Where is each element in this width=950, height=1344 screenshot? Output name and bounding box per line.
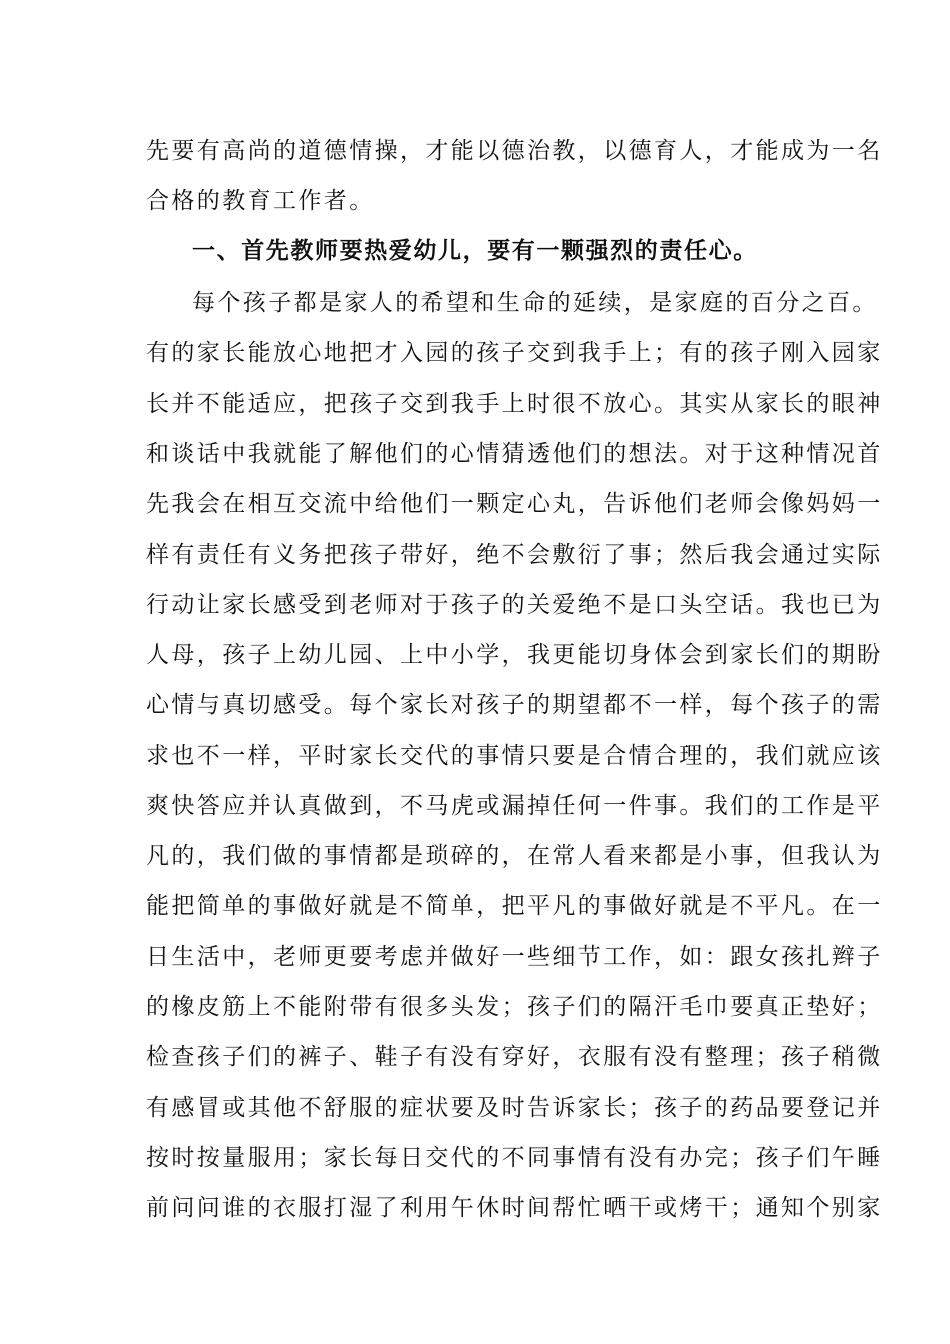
text-line-9: 样有责任有义务把孩子带好，绝不会敷衍了事；然后我会通过实际 <box>146 542 883 568</box>
text-line-13: 求也不一样，平时家长交代的事情只要是合情合理的，我们就应该 <box>146 743 883 769</box>
text-line-5: 有的家长能放心地把才入园的孩子交到我手上；有的孩子刚入园家 <box>146 340 883 366</box>
text-line-17: 日生活中，老师更要考虑并做好一些细节工作，如：跟女孩扎辫子 <box>146 944 883 970</box>
text-line-8: 先我会在相互交流中给他们一颗定心丸，告诉他们老师会像妈妈一 <box>146 491 883 517</box>
text-line-19: 检查孩子们的裤子、鞋子有没有穿好，衣服有没有整理；孩子稍微 <box>146 1044 883 1070</box>
text-line-20: 有感冒或其他不舒服的症状要及时告诉家长；孩子的药品要登记并 <box>146 1095 883 1121</box>
text-line-16: 能把简单的事做好就是不简单，把平凡的事做好就是不平凡。在一 <box>146 893 883 919</box>
text-line-18: 的橡皮筋上不能附带有很多头发；孩子们的隔汗毛巾要真正垫好； <box>146 994 883 1020</box>
text-line-7: 和谈话中我就能了解他们的心情猜透他们的想法。对于这种情况首 <box>146 441 883 467</box>
text-line-6: 长并不能适应，把孩子交到我手上时很不放心。其实从家长的眼神 <box>146 391 883 417</box>
section-heading: 一、首先教师要热爱幼儿，要有一颗强烈的责任心。 <box>192 238 758 264</box>
text-line-1: 先要有高尚的道德情操，才能以德治教，以德育人，才能成为一名 <box>146 138 883 164</box>
text-line-2: 合格的教育工作者。 <box>146 188 375 214</box>
text-line-11: 人母，孩子上幼儿园、上中小学，我更能切身体会到家长们的期盼 <box>146 642 883 668</box>
text-line-22: 前问问谁的衣服打湿了利用午休时间帮忙晒干或烤干；通知个别家 <box>146 1195 883 1221</box>
text-line-12: 心情与真切感受。每个家长对孩子的期望都不一样，每个孩子的需 <box>146 692 883 718</box>
paragraph-first-line: 每个孩子都是家人的希望和生命的延续，是家庭的百分之百。 <box>192 290 878 316</box>
text-line-15: 凡的，我们做的事情都是琐碎的，在常人看来都是小事，但我认为 <box>146 843 883 869</box>
text-line-21: 按时按量服用；家长每日交代的不同事情有没有办完；孩子们午睡 <box>146 1145 883 1171</box>
text-line-10: 行动让家长感受到老师对于孩子的关爱绝不是口头空话。我也已为 <box>146 592 883 618</box>
text-line-14: 爽快答应并认真做到，不马虎或漏掉任何一件事。我们的工作是平 <box>146 793 883 819</box>
